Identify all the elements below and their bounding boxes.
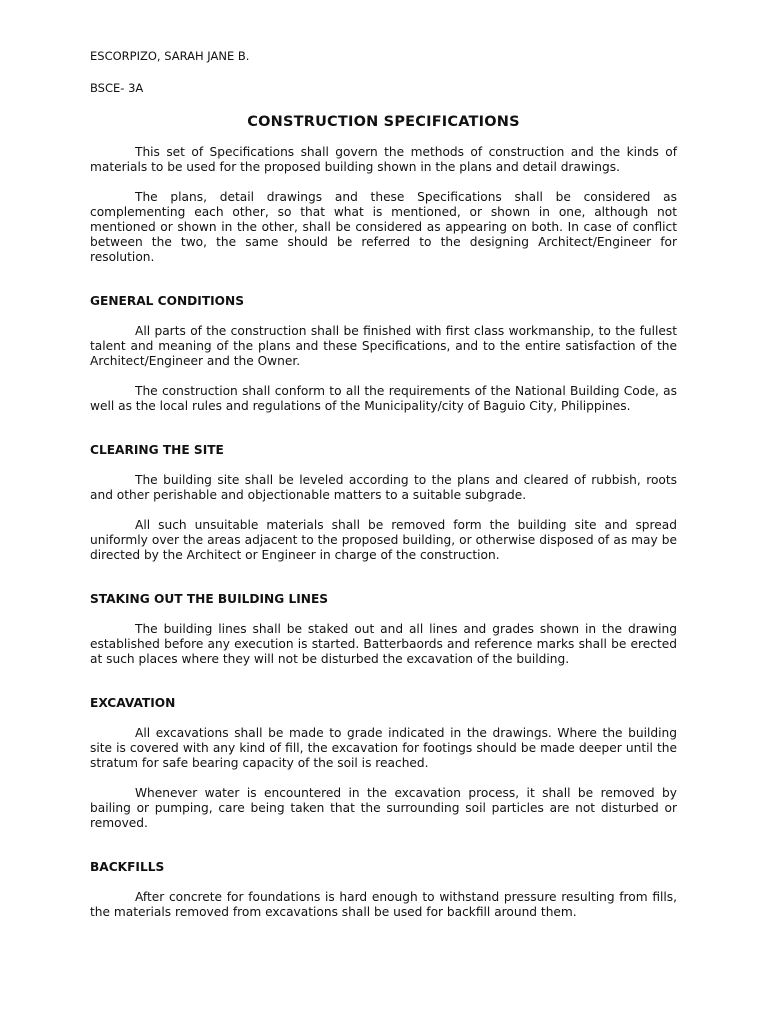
section-paragraph: After concrete for foundations is hard enough to withstand pressure resulting from fills, the materials removed from excavations shall be used for backfill around them. xyxy=(90,890,677,919)
section-heading-general-conditions: GENERAL CONDITIONS xyxy=(90,294,245,308)
intro-paragraph-1: This set of Specifications shall govern the methods of construction and the kinds of materials to be used for the proposed building shown in the plans and detail drawings. xyxy=(90,145,677,174)
section-heading-excavation: EXCAVATION xyxy=(90,696,176,710)
intro-paragraph-2: The plans, detail drawings and these Specifications shall be considered as complementing each other, so that what is mentioned, or shown in one, although not mentioned or shown in the other, shall be considered as appearing on both. In case of conflict between the two, the same should be referred to the designing Architect/Engineer for resolution. xyxy=(90,190,677,264)
section-paragraph: Whenever water is encountered in the excavation process, it shall be removed by bailing or pumping, care being taken that the surrounding soil particles are not disturbed or removed. xyxy=(90,786,677,830)
document-title: CONSTRUCTION SPECIFICATIONS xyxy=(247,114,520,130)
section-heading-backfills: BACKFILLS xyxy=(90,860,165,874)
author-name: ESCORPIZO, SARAH JANE B. xyxy=(90,49,250,63)
section-paragraph: The construction shall conform to all the requirements of the National Building Code, as well as the local rules and regulations of the Municipality/city of Baguio City, Philippines. xyxy=(90,384,677,413)
section-heading-staking-out: STAKING OUT THE BUILDING LINES xyxy=(90,592,329,606)
section-paragraph: All such unsuitable materials shall be removed form the building site and spread uniformly over the areas adjacent to the proposed building, or otherwise disposed of as may be directed by the Architect or Engineer in charge of the construction. xyxy=(90,518,677,562)
document-body xyxy=(90,145,677,935)
section-heading-clearing-the-site: CLEARING THE SITE xyxy=(90,443,224,457)
document-page xyxy=(90,0,677,1024)
section-paragraph: All parts of the construction shall be finished with first class workmanship, to the fullest talent and meaning of the plans and these Specifications, and to the entire satisfaction of the Architect/Engineer and the Owner. xyxy=(90,324,677,368)
class-section: BSCE- 3A xyxy=(90,81,144,95)
section-paragraph: The building site shall be leveled according to the plans and cleared of rubbish, roots and other perishable and objectionable matters to a suitable subgrade. xyxy=(90,473,677,502)
section-paragraph: The building lines shall be staked out and all lines and grades shown in the drawing established before any execution is started. Batterbaords and reference marks shall be erected at such places where they will not be disturbed the excavation of the building. xyxy=(90,622,677,666)
section-paragraph: All excavations shall be made to grade indicated in the drawings. Where the building site is covered with any kind of fill, the excavation for footings should be made deeper until the stratum for safe bearing capacity of the soil is reached. xyxy=(90,726,677,770)
